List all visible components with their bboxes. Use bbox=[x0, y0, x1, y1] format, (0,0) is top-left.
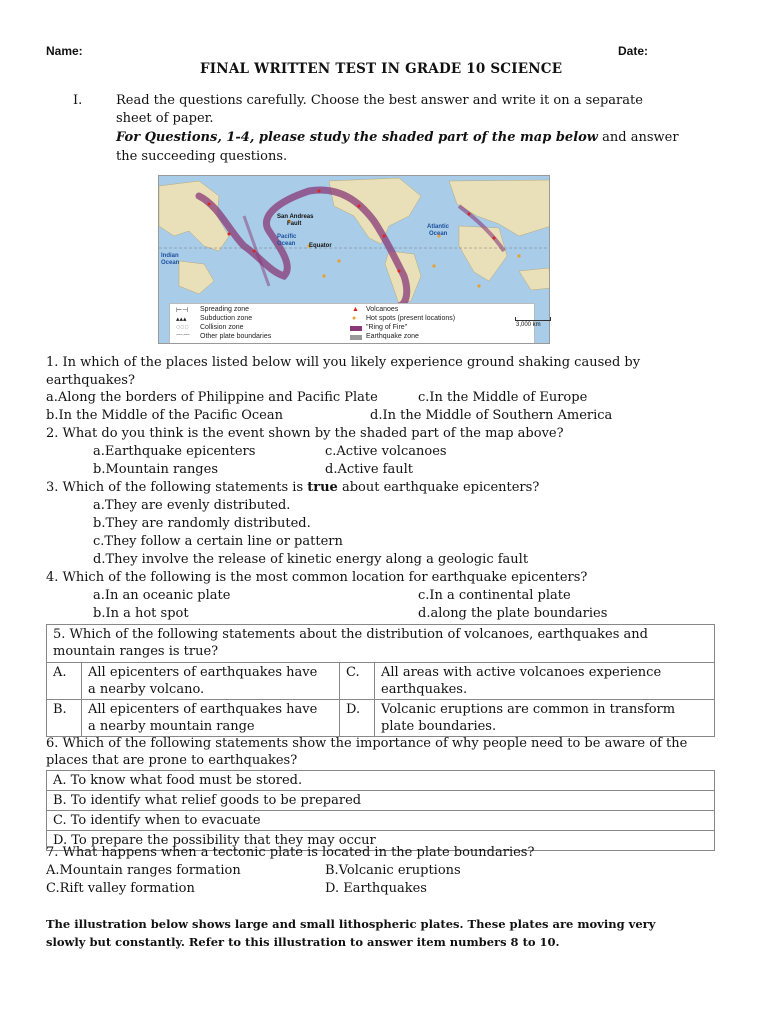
q6-option-d: D. To prepare the possibility that they may occur bbox=[47, 831, 715, 851]
q2-option-d: d.Active fault bbox=[325, 462, 413, 477]
q5-option-a-line2: a nearby volcano. bbox=[88, 682, 205, 697]
q5-stem-2: mountain ranges is true? bbox=[53, 644, 219, 659]
q4-stem: 4. Which of the following is the most common location for earthquake epicenters? bbox=[46, 570, 588, 585]
q7-stem: 7. What happens when a tectonic plate is located in the plate boundaries? bbox=[46, 845, 535, 860]
q5-letter-a: A. bbox=[47, 663, 82, 700]
q5-option-c-line1: All areas with active volcanoes experience bbox=[381, 665, 662, 680]
q5-letter-c: C. bbox=[340, 663, 375, 700]
q5-option-b-line1: All epicenters of earthquakes have bbox=[88, 702, 318, 717]
legend-subduction: Subduction zone bbox=[200, 315, 253, 322]
q4-option-d: d.along the plate boundaries bbox=[418, 606, 608, 621]
q6-option-b: B. To identify what relief goods to be prepared bbox=[47, 791, 715, 811]
instruction-line-3 bbox=[116, 130, 679, 145]
legend-spreading: Spreading zone bbox=[200, 306, 250, 313]
q6-stem-2: places that are prone to earthquakes? bbox=[46, 753, 298, 768]
earthquake-zone-swatch-icon bbox=[350, 335, 362, 340]
q5-option-a bbox=[82, 663, 340, 700]
q6-table bbox=[46, 770, 715, 851]
date-label: Date: bbox=[618, 44, 649, 58]
q1-option-c: c.In the Middle of Europe bbox=[418, 390, 588, 405]
q4-option-b: b.In a hot spot bbox=[93, 606, 189, 621]
q1-option-a: a.Along the borders of Philippine and Pacific Plate bbox=[46, 390, 378, 405]
q5-letter-b: B. bbox=[47, 700, 82, 737]
q1-option-d: d.In the Middle of Southern America bbox=[370, 408, 613, 423]
map-label-indian: Indian bbox=[161, 253, 179, 259]
legend-hotspots: Hot spots (present locations) bbox=[366, 315, 456, 322]
map-legend bbox=[169, 303, 535, 344]
q3-option-b: b.They are randomly distributed. bbox=[93, 516, 311, 531]
q5-option-d bbox=[375, 700, 715, 737]
map-label-atlantic2: Ocean bbox=[429, 231, 448, 237]
q5-option-b-line2: a nearby mountain range bbox=[88, 719, 255, 734]
illustration-note-1: The illustration below shows large and small lithospheric plates. These plates are moving very bbox=[46, 917, 656, 931]
instruction-line-4: the succeeding questions. bbox=[116, 149, 288, 164]
map-label-fault2: Fault bbox=[287, 221, 302, 227]
map-label-pacific: Pacific bbox=[277, 234, 297, 240]
hotspot-icon: ● bbox=[352, 315, 357, 322]
q3-stem-bold: true bbox=[307, 480, 338, 495]
q5-option-a-line1: All epicenters of earthquakes have bbox=[88, 665, 318, 680]
q5-stem-cell bbox=[47, 625, 715, 663]
page-title: FINAL WRITTEN TEST IN GRADE 10 SCIENCE bbox=[200, 61, 563, 77]
q5-table bbox=[46, 624, 715, 737]
ring-of-fire-map bbox=[158, 175, 550, 344]
instruction-bold: For Questions, 1-4, please study the shaded part of the map below bbox=[116, 130, 599, 145]
section-numeral: I. bbox=[73, 93, 83, 108]
q7-option-b: B.Volcanic eruptions bbox=[325, 863, 461, 878]
volcano-icon: ▲ bbox=[352, 306, 359, 313]
boundary-line-icon: ⌒⌒ bbox=[176, 335, 190, 342]
q3-option-a: a.They are evenly distributed. bbox=[93, 498, 291, 513]
map-scale-bar bbox=[515, 317, 551, 321]
q3-stem-pre: 3. Which of the following statements is bbox=[46, 480, 308, 495]
q6-option-c: C. To identify when to evacuate bbox=[47, 811, 715, 831]
q3-stem-post: about earthquake epicenters? bbox=[337, 480, 540, 495]
q3-option-d: d.They involve the release of kinetic energy along a geologic fault bbox=[93, 552, 529, 567]
q6-stem-1: 6. Which of the following statements show the importance of why people need to be aware of the bbox=[46, 736, 688, 751]
legend-collision: Collision zone bbox=[200, 324, 244, 331]
q5-stem-1: 5. Which of the following statements about the distribution of volcanoes, earthquakes and bbox=[53, 627, 648, 642]
legend-earthquake: Earthquake zone bbox=[366, 333, 419, 340]
name-label: Name: bbox=[46, 44, 83, 58]
instruction-line-2: sheet of paper. bbox=[116, 111, 214, 126]
q3-option-c: c.They follow a certain line or pattern bbox=[93, 534, 343, 549]
q5-option-c bbox=[375, 663, 715, 700]
map-label-fault: San Andreas bbox=[277, 214, 314, 220]
map-scale-label: 3,000 km bbox=[516, 322, 541, 328]
q4-option-c: c.In a continental plate bbox=[418, 588, 571, 603]
instruction-tail: and answer bbox=[598, 130, 679, 145]
map-label-pacific2: Ocean bbox=[277, 241, 296, 247]
q2-option-a: a.Earthquake epicenters bbox=[93, 444, 256, 459]
map-label-indian2: Ocean bbox=[161, 260, 180, 266]
q1-stem-2: earthquakes? bbox=[46, 373, 135, 388]
q4-option-a: a.In an oceanic plate bbox=[93, 588, 231, 603]
q7-option-c: C.Rift valley formation bbox=[46, 881, 195, 896]
q6-option-a: A. To know what food must be stored. bbox=[47, 771, 715, 791]
map-label-atlantic: Atlantic bbox=[427, 224, 450, 230]
q2-stem: 2. What do you think is the event shown by the shaded part of the map above? bbox=[46, 426, 564, 441]
collision-zone-icon: ◌◌◌ bbox=[176, 324, 189, 331]
instruction-line-1: Read the questions carefully. Choose the best answer and write it on a separate bbox=[116, 93, 643, 108]
ring-of-fire-swatch-icon bbox=[350, 326, 362, 331]
q5-letter-d: D. bbox=[340, 700, 375, 737]
q5-option-b bbox=[82, 700, 340, 737]
q2-option-c: c.Active volcanoes bbox=[325, 444, 447, 459]
subduction-zone-icon: ▴▴▴ bbox=[176, 316, 187, 323]
q5-option-d-line2: plate boundaries. bbox=[381, 719, 497, 734]
q2-option-b: b.Mountain ranges bbox=[93, 462, 218, 477]
q5-option-d-line1: Volcanic eruptions are common in transform bbox=[381, 702, 676, 717]
q5-option-c-line2: earthquakes. bbox=[381, 682, 468, 697]
q7-option-d: D. Earthquakes bbox=[325, 881, 427, 896]
legend-other: Other plate boundaries bbox=[200, 333, 272, 340]
q1-stem-1: 1. In which of the places listed below will you likely experience ground shaking caused by bbox=[46, 355, 641, 370]
q1-option-b: b.In the Middle of the Pacific Ocean bbox=[46, 408, 283, 423]
q7-option-a: A.Mountain ranges formation bbox=[46, 863, 241, 878]
map-label-equator: Equator bbox=[309, 243, 332, 249]
legend-ring: "Ring of Fire" bbox=[366, 324, 408, 331]
q3-stem bbox=[46, 480, 539, 495]
illustration-note-2: slowly but constantly. Refer to this illustration to answer item numbers 8 to 10. bbox=[46, 935, 560, 949]
spreading-zone-icon: ⊢⊣ bbox=[176, 307, 189, 314]
legend-volcanoes: Volcanoes bbox=[366, 306, 399, 313]
